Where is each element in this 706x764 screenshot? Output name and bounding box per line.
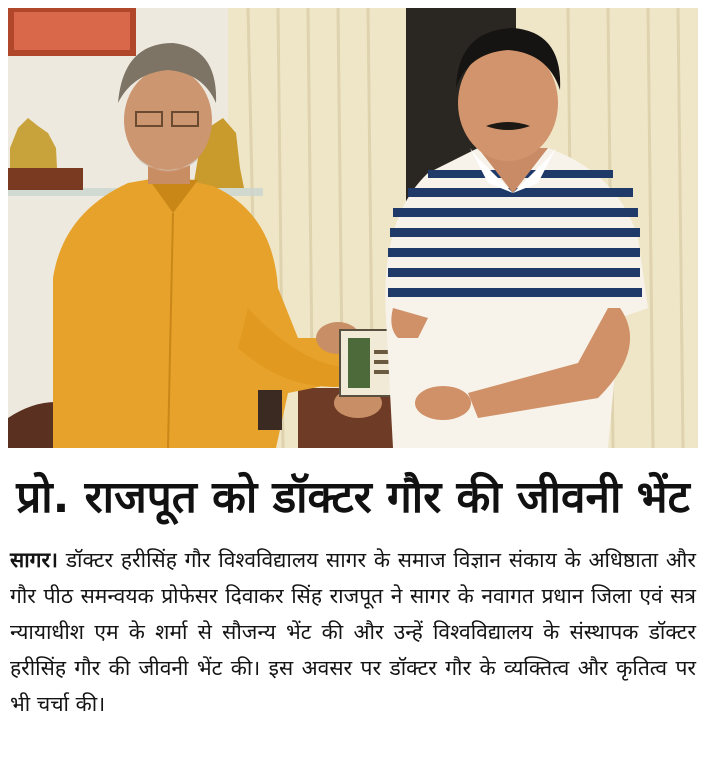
article-body [10, 542, 696, 722]
dateline: सागर। [10, 548, 59, 572]
news-photo [8, 8, 698, 448]
body-text: डॉक्टर हरीसिंह गौर विश्वविद्यालय सागर के समाज विज्ञान संकाय के अधिष्ठाता और गौर पीठ समन्वयक प्रोफेसर दिवाकर सिंह राजपूत ने सागर के नवागत प्रधान जिला एवं सत्र न्यायाधीश एम के शर्मा से सौजन्य भेंट की और उन्हें विश्वविद्यालय के संस्थापक डॉक्टर हरीसिंह गौर की जीवनी भेंट की। इस अवसर पर डॉक्टर गौर के व्यक्तित्व और कृतित्व पर भी चर्चा की। [10, 548, 696, 716]
headline: प्रो. राजपूत को डॉक्टर गौर की जीवनी भेंट [16, 472, 690, 523]
photo-illustration [8, 8, 698, 448]
